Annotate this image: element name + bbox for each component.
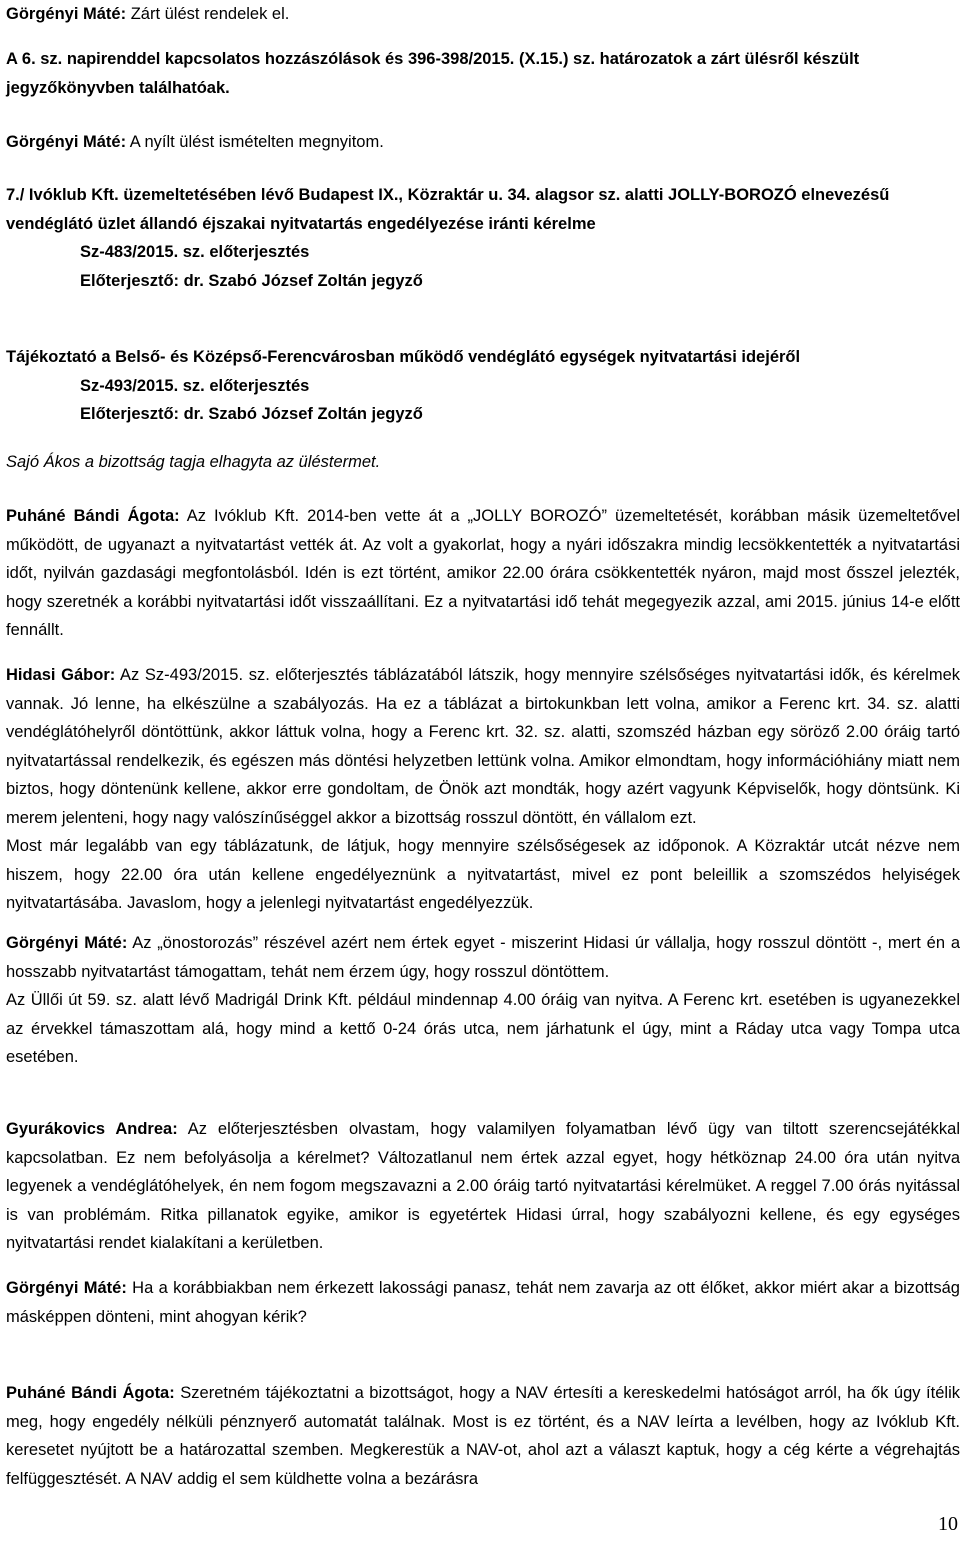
speaker-name: Puháné Bándi Ágota: bbox=[6, 507, 180, 525]
paragraph-agenda-6 bbox=[6, 45, 960, 102]
note-member-left bbox=[6, 448, 960, 477]
note-text: Sajó Ákos a bizottság tagja elhagyta az üléstermet. bbox=[6, 453, 381, 471]
speech-text: Zárt ülést rendelek el. bbox=[126, 5, 290, 23]
info-item bbox=[6, 343, 960, 429]
page-number: 10 bbox=[938, 1513, 958, 1535]
speaker-name: Gyurákovics Andrea: bbox=[6, 1120, 178, 1138]
agenda-item-presenter: Előterjesztő: dr. Szabó József Zoltán jegyző bbox=[80, 271, 423, 290]
speech-text: Az előterjesztésben olvastam, hogy valamilyen folyamatban lévő ügy van tiltott szerencsejátékkal kapcsolatban. Ez nem befolyásolja a kérelmet? Változatlanul nem értek azzal egyet, hogy hétköznap 24.00 óra után nyitva legyenek a vendéglátóhelyek, én nem fogom megszavazni a 2.00 óráig tartó nyitvatartási kérelmüket. A reggel 7.00 órás nyitással is van problémám. Ritka pillanatok egyike, amikor is egyetértek Hidasi úrral, hogy szabályozni kellene, és egy egységes nyitvatartási rendet kialakítani a kerületben. bbox=[6, 1120, 960, 1252]
speech-6 bbox=[6, 1379, 960, 1493]
speech-text-continued: Az Üllői út 59. sz. alatt lévő Madrigál Drink Kft. például mindennap 4.00 óráig van nyitva. A Ferenc krt. esetében is ugyanezekkel az érvekkel támaszottam alá, hogy mind a kettő 0-24 órás utca, nem járhatunk el úgy, mint a Ráday utca vagy Tompa utca esetében. bbox=[6, 991, 960, 1066]
agenda-6-text: A 6. sz. napirenddel kapcsolatos hozzászólások és 396-398/2015. (X.15.) sz. határozatok a zárt ülésről készült jegyzőkönyvben találhatóak. bbox=[6, 50, 860, 97]
speech-text: Ha a korábbiakban nem érkezett lakossági panasz, tehát nem zavarja az ott élőket, akkor miért akar a bizottság másképpen dönteni, mint ahogyan kérik? bbox=[6, 1279, 960, 1326]
speech-1 bbox=[6, 502, 960, 645]
speaker-name: Görgényi Máté: bbox=[6, 5, 127, 23]
agenda-item-7 bbox=[6, 181, 960, 295]
agenda-item-reference: Sz-483/2015. sz. előterjesztés bbox=[80, 243, 310, 261]
agenda-item-title: 7./ Ivóklub Kft. üzemeltetésében lévő Budapest IX., Közraktár u. 34. alagsor sz. alatti JOLLY-BOROZÓ elnevezésű vendéglátó üzlet állandó éjszakai nyitvatartás engedélyezése iránti kérelme bbox=[6, 186, 890, 233]
info-item-title: Tájékoztató a Belső- és Középső-Ferencvárosban működő vendéglátó egységek nyitvatartási idejéről bbox=[6, 348, 801, 366]
speech-text: Az „önostorozás” részével azért nem értek egyet - miszerint Hidasi úr vállalja, hogy rosszul döntött -, mert én a hosszabb nyitvatartást támogattam, tehát nem érzem úgy, hogy rosszul döntöttem. bbox=[6, 934, 960, 981]
speaker-name: Hidasi Gábor: bbox=[6, 666, 116, 684]
speech-text: Az Sz-493/2015. sz. előterjesztés táblázatából látszik, hogy mennyire szélsőséges nyitvatartási idők, és kérelmek vannak. Jó lenne, ha elkészülne a szabályozás. Ha ez a táblázat a birtokunkban lett volna, amikor a Ferenc krt. 34. sz. alatti vendéglátóhelyről döntöttünk, akkor láttuk volna, hogy a Ferenc krt. 32. sz. alatti, szomszéd házban egy söröző 2.00 óráig tartó nyitvatartással rendelkezik, és egészen más döntési helyzetben lettünk volna. Amikor elmondtam, hogy információhiány miatt nem biztos, hogy döntenünk kellene, akkor erre gondoltam, de Önök azt mondták, hogy azért vagyunk Képviselők, hogy döntsünk. Ki merem jelenteni, hogy nagy valószínűséggel akkor a bizottság rosszul döntött, én vállalom ezt. bbox=[6, 666, 960, 827]
speech-2 bbox=[6, 661, 960, 918]
speech-3 bbox=[6, 929, 960, 1072]
speech-text: Az Ivóklub Kft. 2014-ben vette át a „JOLLY BOROZÓ” üzemeltetését, korábban másik üzemeltetővel működött, de ugyanazt a nyitvatartást vették át. Az volt a gyakorlat, hogy a nyári időszakra mindig lecsökkentették a nyitvatartási időt, nyilván gazdasági megfontolásból. Idén is ezt történt, amikor 22.00 órára csökkentették nyáron, majd most ősszel jelezték, hogy szeretnék a korábbi nyitvatartási időt visszaállítani. Ez a nyitvatartási idő tehát megegyezik azzal, ami 2015. június 14-e előtt fennállt. bbox=[6, 507, 960, 639]
speech-4 bbox=[6, 1115, 960, 1258]
speech-text: A nyílt ülést ismételten megnyitom. bbox=[126, 133, 384, 151]
paragraph-reopen-session bbox=[6, 128, 960, 157]
info-item-reference: Sz-493/2015. sz. előterjesztés bbox=[80, 376, 310, 395]
speaker-name: Görgényi Máté: bbox=[6, 133, 127, 151]
speaker-name: Görgényi Máté: bbox=[6, 934, 128, 952]
speaker-name: Görgényi Máté: bbox=[6, 1279, 127, 1297]
speaker-name: Puháné Bándi Ágota: bbox=[6, 1384, 175, 1402]
speech-text: Szeretném tájékoztatni a bizottságot, hogy a NAV értesíti a kereskedelmi hatóságot arról, ha ők úgy ítélik meg, hogy engedély nélküli pénznyerő automatát találnak. Most is ez történt, és a NAV leírta a levélben, hogy az Ivóklub Kft. keresetet nyújtott be a határozattal szemben. Megkerestük a NAV-ot, ahol azt a választ kaptuk, hogy a cég kérte a végrehajtás felfüggesztését. A NAV addig el sem küldhette volna a bezárásra bbox=[6, 1384, 960, 1488]
speech-text-continued: Most már legalább van egy táblázatunk, de látjuk, hogy mennyire szélsőségesek az időponok. A Közraktár utcát nézve nem hiszem, hogy 22.00 óra után kellene engedélyeznünk a nyitvatartást, mivel ez pont beleillik a szomszédos helyiségek nyitvatartásába. Javaslom, hogy a jelenlegi nyitvatartást engedélyezzük. bbox=[6, 837, 960, 912]
paragraph-close-session bbox=[6, 0, 960, 29]
speech-5 bbox=[6, 1274, 960, 1331]
info-item-presenter: Előterjesztő: dr. Szabó József Zoltán jegyző bbox=[80, 405, 423, 423]
